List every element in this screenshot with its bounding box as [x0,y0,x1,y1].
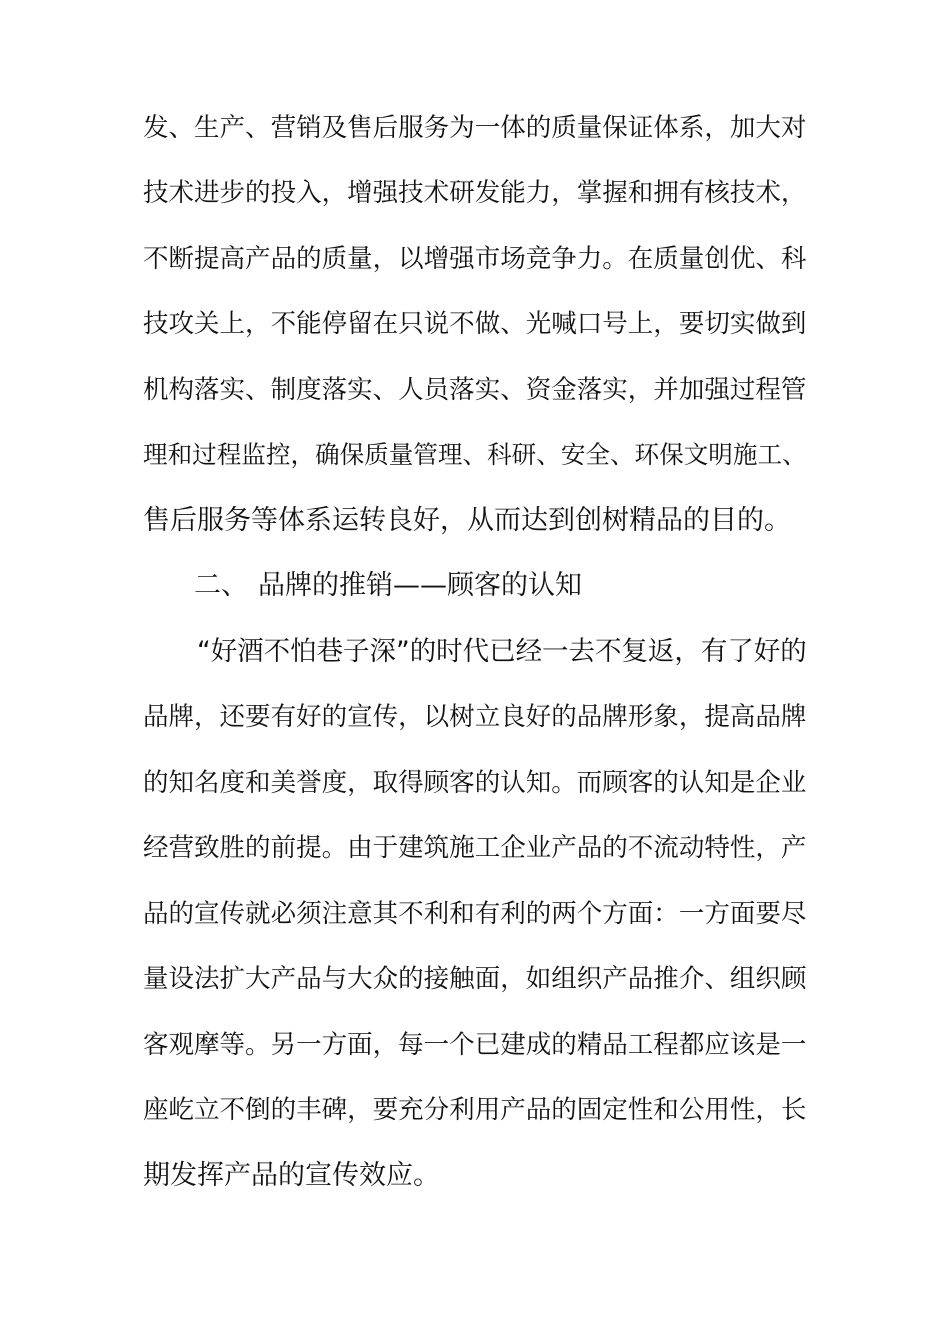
section-heading-title: 品牌的推销——顾客的认知 [258,570,582,601]
paragraph-1-line-5: 机构落实、制度落实、人员落实、资金落实，并加强过程管 [143,375,807,405]
section-heading [194,566,582,606]
paragraph-1-line-6: 理和过程监控，确保质量管理、科研、安全、环保文明施工、 [143,440,807,469]
paragraph-2-line-2: 品牌，还要有好的宣传，以树立良好的品牌形象，提高品牌 [143,702,807,732]
paragraph-2-line-8: 座屹立不倒的丰碑，要充分利用产品的固定性和公用性，长 [143,1095,807,1125]
paragraph-1-line-3: 不断提高产品的质量，以增强市场竞争力。在质量创优、科 [143,244,807,274]
paragraph-1-line-1: 发、生产、营销及售后服务为一体的质量保证体系，加大对 [143,113,807,143]
paragraph-1-line-2: 技术进步的投入，增强技术研发能力，掌握和拥有核技术， [143,178,807,208]
paragraph-2-line-1: “好酒不怕巷子深”的时代已经一去不复返，有了好的 [197,636,807,667]
paragraph-2-line-4: 经营致胜的前提。由于建筑施工企业产品的不流动特性，产 [143,833,807,863]
paragraph-2-line-3: 的知名度和美誉度，取得顾客的认知。而顾客的认知是企业 [143,768,807,798]
paragraph-1-line-4: 技攻关上，不能停留在只说不做、光喊口号上，要切实做到 [143,309,807,339]
paragraph-2-line-6: 量设法扩大产品与大众的接触面，如组织产品推介、组织顾 [143,964,807,994]
paragraph-2-line-5: 品的宣传就必须注意其不利和有利的两个方面：一方面要尽 [143,899,807,929]
paragraph-2-line-9: 期发挥产品的宣传效应。 [143,1160,440,1191]
section-heading-number: 二、 [194,570,248,601]
paragraph-2-line-7: 客观摩等。另一方面，每一个已建成的精品工程都应该是一 [143,1030,807,1060]
paragraph-1-line-7: 售后服务等体系运转良好，从而达到创树精品的目的。 [143,505,791,536]
